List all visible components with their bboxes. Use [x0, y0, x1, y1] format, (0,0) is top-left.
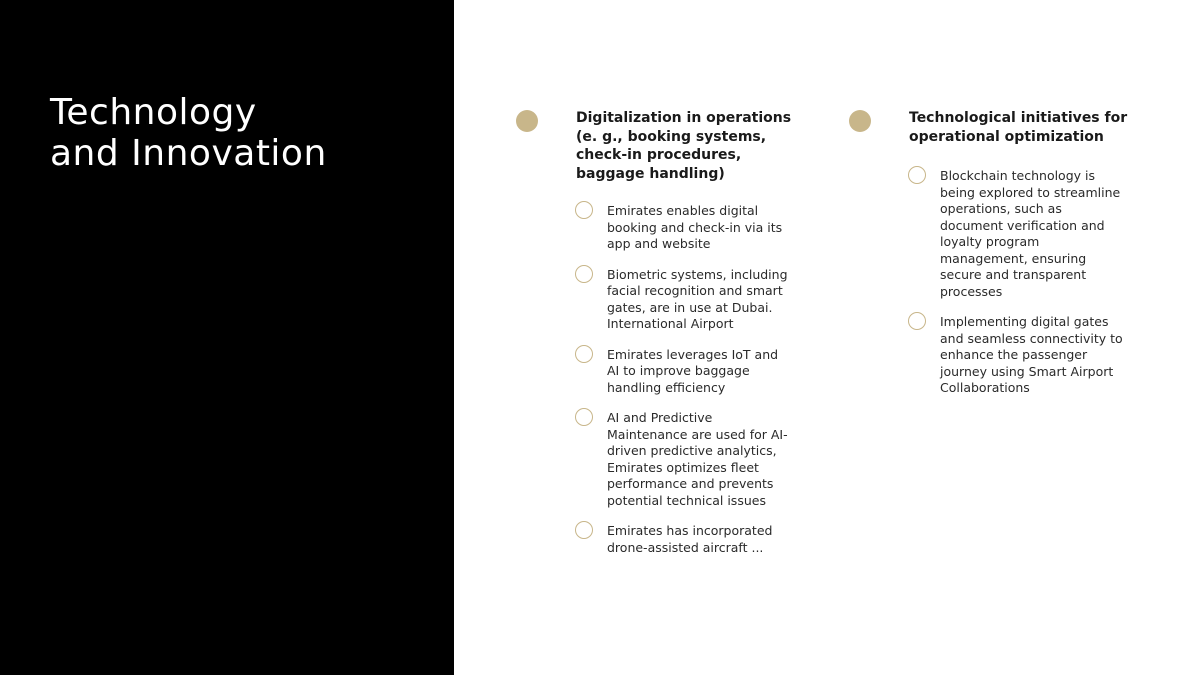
list-item — [575, 203, 816, 253]
list-item-text: AI and Predictive Maintenance are used for AI-driven predictive analytics, Emirates optimizes fleet performance and prevents potential technical issues — [607, 410, 788, 508]
list-item-text: Emirates has incorporated drone-assisted aircraft ... — [607, 523, 773, 555]
list-item — [575, 267, 816, 333]
circle-bullet-icon — [575, 521, 593, 539]
list-item — [908, 168, 1149, 300]
gold-dot-icon — [516, 110, 538, 132]
column-technological-initiatives — [849, 106, 1149, 411]
title-line-2: and Innovation — [50, 133, 327, 174]
list-item-text: Implementing digital gates and seamless connectivity to enhance the passenger journey using Smart Airport Collaborations — [940, 314, 1123, 395]
bullet-list — [849, 168, 1149, 397]
slide-title — [50, 92, 430, 174]
column-heading — [516, 109, 816, 183]
circle-bullet-icon — [575, 345, 593, 363]
list-item — [575, 523, 816, 556]
gold-dot-icon — [849, 110, 871, 132]
title-line-1: Technology — [50, 92, 257, 133]
circle-bullet-icon — [575, 265, 593, 283]
circle-bullet-icon — [908, 312, 926, 330]
list-item — [908, 314, 1149, 397]
bullet-list — [516, 203, 816, 556]
list-item — [575, 410, 816, 509]
circle-bullet-icon — [908, 166, 926, 184]
list-item-text: Blockchain technology is being explored to streamline operations, such as document verification and loyalty program management, ensuring secure and transparent processes — [940, 168, 1121, 299]
circle-bullet-icon — [575, 408, 593, 426]
left-black-panel — [0, 0, 454, 675]
column-heading-text: Technological initiatives for operational optimization — [909, 110, 1128, 145]
column-heading — [849, 109, 1149, 146]
circle-bullet-icon — [575, 201, 593, 219]
column-heading-text: Digitalization in operations (e. g., booking systems, check-in procedures, baggage handling) — [576, 110, 792, 182]
list-item-text: Emirates enables digital booking and check-in via its app and website — [607, 203, 783, 251]
list-item-text: Emirates leverages IoT and AI to improve baggage handling efficiency — [607, 346, 779, 395]
list-item — [575, 347, 816, 397]
column-digitalization — [516, 106, 816, 570]
list-item-text: Biometric systems, including facial recognition and smart gates, are in use at Dubai. International Airport — [607, 266, 788, 331]
